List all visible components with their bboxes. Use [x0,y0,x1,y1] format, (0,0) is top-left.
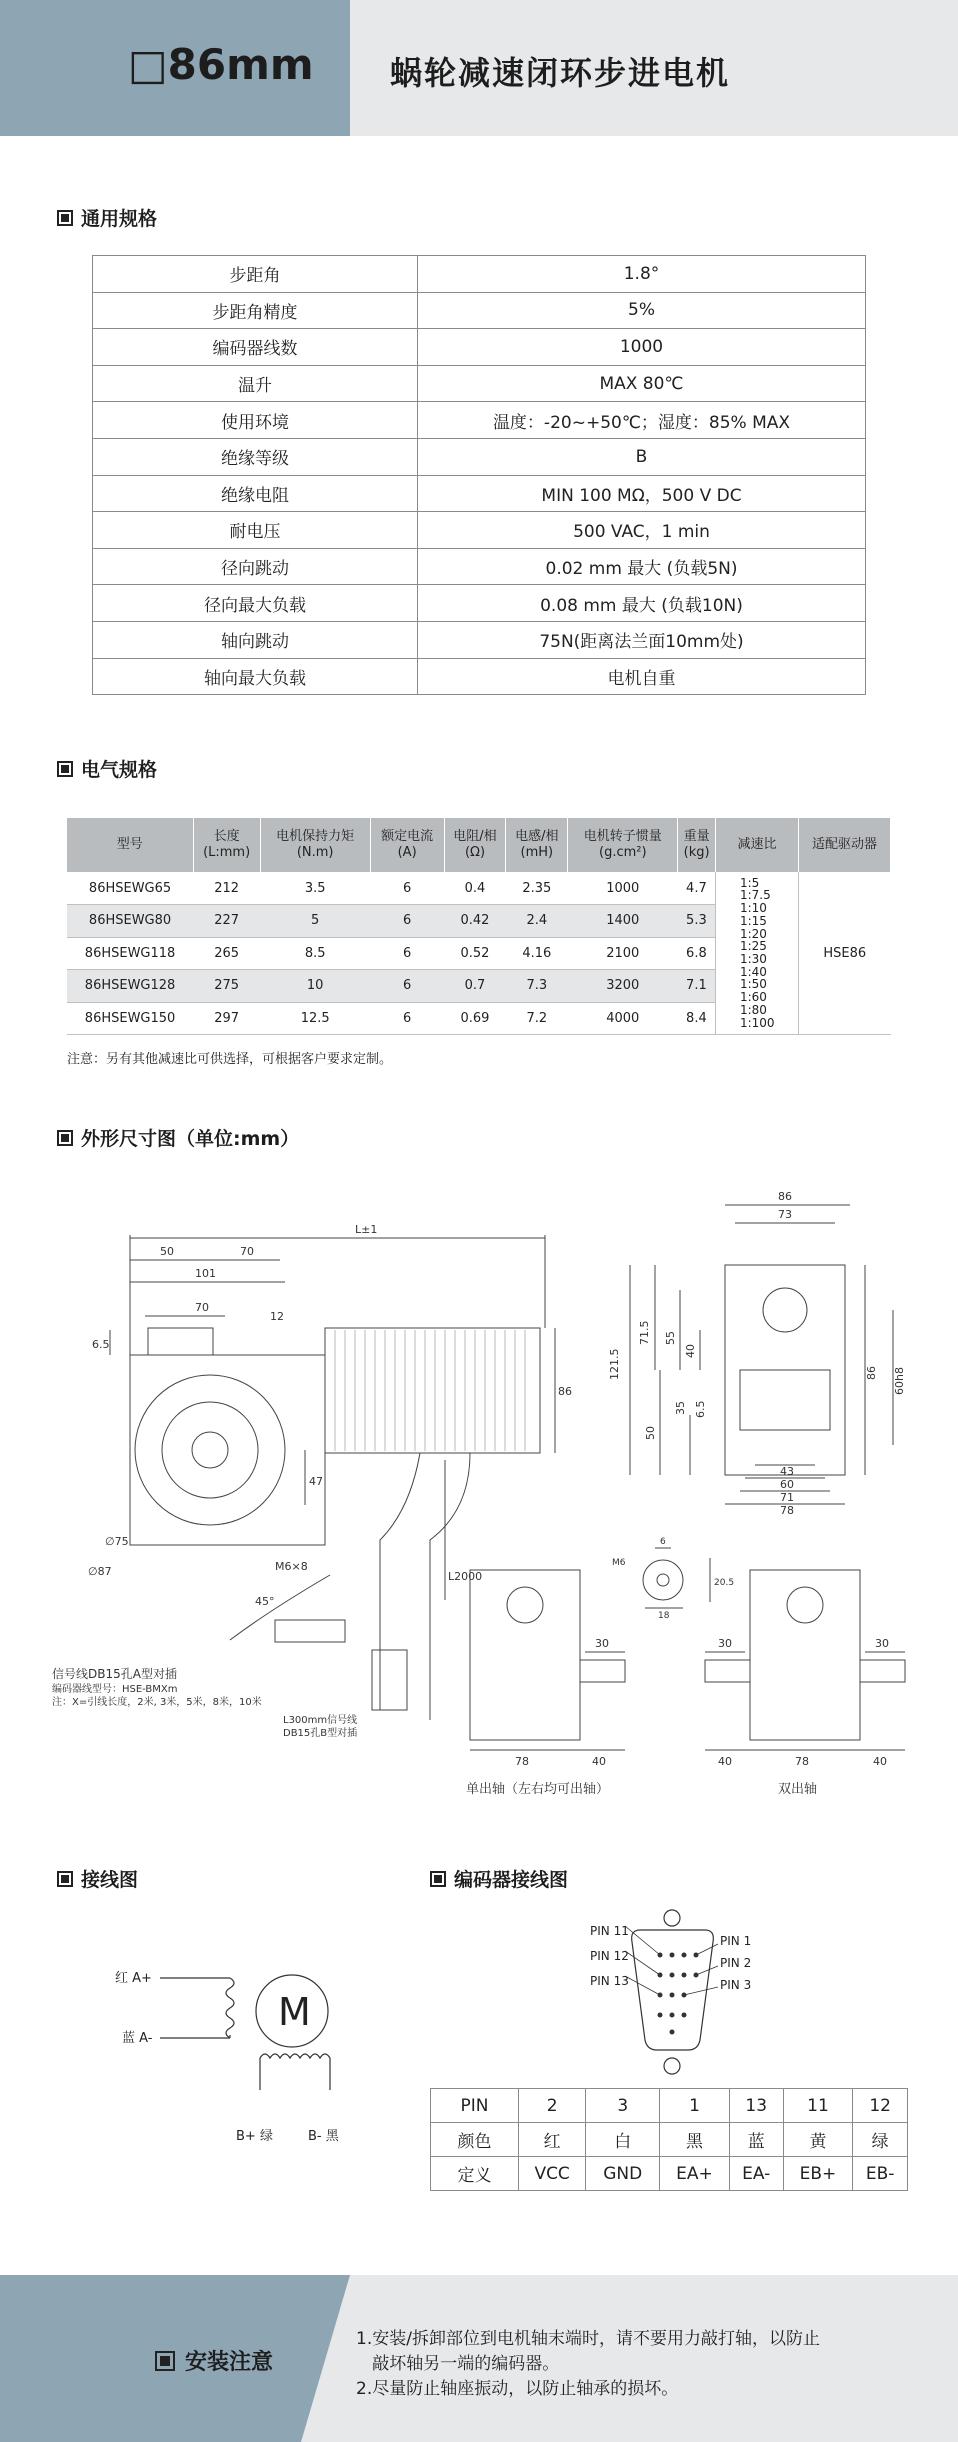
column-header: 减速比 [715,818,798,872]
dim-l2000: L2000 [448,1570,483,1583]
front-w73: 73 [778,1208,792,1221]
motor-cable [380,1453,420,1710]
spec-label: 径向跳动 [93,548,418,585]
coil-a [226,1978,234,2038]
double-shaft-stub-left [705,1660,750,1682]
table-cell: 13 [729,2089,783,2123]
section-wiring-label: 接线图 [81,1869,139,1891]
table-cell: 6 [370,872,444,905]
general-spec-table [92,255,866,695]
product-title: 蜗轮减速闭环步进电机 [390,54,731,92]
spec-label: 绝缘等级 [93,438,418,475]
double-d40b: 40 [873,1755,887,1768]
table-cell: 2100 [568,937,678,970]
pin-label: PIN 11 [590,1924,629,1938]
dim-70a: 70 [240,1245,254,1258]
spec-value: 电机自重 [418,658,866,695]
key-m6: M6 [612,1558,626,1568]
spec-label: 绝缘电阻 [93,475,418,512]
table-cell: 2 [519,2089,586,2123]
table-cell: 0.69 [444,1002,506,1035]
spec-row [93,585,866,622]
table-cell: 12 [853,2089,908,2123]
column-header: 重量 (kg) [678,818,716,872]
column-header: 电感/相 (mH) [506,818,568,872]
spec-value: 0.08 mm 最大 (负载10N) [418,585,866,622]
table-cell: GND [586,2157,660,2191]
single-d30: 30 [595,1637,609,1650]
spec-value: 1000 [418,329,866,366]
driver-cell: HSE86 [798,872,890,1035]
section-general [57,204,157,231]
front-h60h8: 60h8 [893,1367,906,1395]
dim-70b: 70 [195,1301,209,1314]
table-cell: 6.8 [678,937,716,970]
dim-m6x8: M6×8 [275,1560,308,1573]
spec-label: 编码器线数 [93,329,418,366]
double-shaft-bore [787,1587,823,1623]
table-cell: 4.7 [678,872,716,905]
gear-inner-circle [162,1402,258,1498]
front-h86: 86 [865,1366,878,1380]
pin-label: PIN 12 [590,1949,629,1963]
section-encoder-wiring [430,1865,568,1892]
dim-12: 12 [270,1310,284,1323]
dim-75: ∅75 [105,1535,129,1548]
dim-101: 101 [195,1267,216,1280]
dimension-drawing [0,1180,958,1820]
encoder-pin-table [430,2088,908,2191]
double-shaft-caption: 双出轴 [778,1782,818,1797]
single-shaft-caption: 单出轴（左右均可出轴） [466,1782,610,1797]
double-d30a: 30 [718,1637,732,1650]
spec-row [93,256,866,293]
table-cell: 86HSEWG118 [67,937,193,970]
front-view-flange [740,1370,830,1430]
table-cell: 1400 [568,905,678,938]
table-cell: 颜色 [431,2123,519,2157]
table-row [431,2123,908,2157]
section-electrical-label: 电气规格 [81,759,158,781]
table-cell: 6 [370,970,444,1003]
table-cell: 3200 [568,970,678,1003]
table-cell: 86HSEWG128 [67,970,193,1003]
electrical-header-row [67,818,891,872]
front-h35: 35 [674,1401,687,1415]
table-cell: 10 [260,970,370,1003]
model-title: □86mm [128,40,314,89]
install-note-line: 1.安装/拆卸部位到电机轴末端时，请不要用力敲打轴，以防止 [356,2329,820,2349]
spec-value: 500 VAC，1 min [418,512,866,549]
electrical-spec-table [67,818,891,1035]
motor-letter: M [278,1990,311,2034]
gear-flange-circle [135,1375,285,1525]
spec-value: 温度：-20~+50℃；湿度：85% MAX [418,402,866,439]
table-cell: 0.4 [444,872,506,905]
column-header: 长度 (L:mm) [193,818,260,872]
db15-connector-b [372,1650,407,1710]
page-header [0,0,958,136]
front-w78: 78 [780,1504,794,1517]
spec-row [93,548,866,585]
front-h121-5: 121.5 [608,1348,621,1380]
table-row [67,872,891,905]
front-h50: 50 [644,1426,657,1440]
table-cell: EA- [729,2157,783,2191]
table-cell: 1 [660,2089,730,2123]
table-cell: 11 [783,2089,853,2123]
key-w18: 18 [658,1611,670,1621]
front-h40: 40 [684,1344,697,1358]
square-bullet-icon [155,2351,175,2371]
spec-row [93,475,866,512]
square-bullet-icon [57,210,73,226]
single-shaft-body [470,1570,580,1740]
front-h71-5: 71.5 [638,1320,651,1345]
cable-note-1: 信号线DB15孔A型对插 [52,1667,177,1681]
signal-cable [230,1575,330,1640]
table-cell: 8.5 [260,937,370,970]
table-cell: 5 [260,905,370,938]
table-cell: EB+ [783,2157,853,2191]
table-cell: 黄 [783,2123,853,2157]
dim-l: L±1 [355,1223,378,1236]
table-cell: 4.16 [506,937,568,970]
table-row [431,2089,908,2123]
db15-screw-bottom [664,2058,680,2074]
section-encoder-wiring-label: 编码器接线图 [454,1869,569,1891]
column-header: 额定电流 (A) [370,818,444,872]
key-h20-5: 20.5 [714,1578,735,1588]
spec-value: MAX 80℃ [418,365,866,402]
table-cell: 6 [370,937,444,970]
spec-row [93,365,866,402]
pin-label: PIN 2 [720,1956,752,1970]
key-detail-circle [643,1560,683,1600]
spec-row [93,621,866,658]
single-shaft-bore [507,1587,543,1623]
spec-label: 轴向最大负载 [93,658,418,695]
front-w60: 60 [780,1478,794,1491]
spec-row [93,292,866,329]
db15-screw-top [664,1910,680,1926]
table-cell: 白 [586,2123,660,2157]
dim-47: 47 [309,1475,323,1488]
wire-a-plus: 红 A+ [115,1971,152,1986]
table-cell: EA+ [660,2157,730,2191]
install-note-line: 敲坏轴另一端的编码器。 [356,2354,560,2374]
dim-6-5: 6.5 [92,1338,110,1351]
table-cell: 86HSEWG65 [67,872,193,905]
wire-a-minus: 蓝 A- [122,2031,153,2046]
double-shaft-body [750,1570,860,1740]
front-w71: 71 [780,1491,794,1504]
table-cell: VCC [519,2157,586,2191]
front-view-bore [763,1288,807,1332]
spec-label: 步距角 [93,256,418,293]
table-cell: PIN [431,2089,519,2123]
spec-value: 0.02 mm 最大 (负载5N) [418,548,866,585]
table-cell: 6 [370,1002,444,1035]
front-h55: 55 [664,1331,677,1345]
table-cell: 8.4 [678,1002,716,1035]
table-cell: 86HSEWG80 [67,905,193,938]
square-bullet-icon [57,1871,73,1887]
table-cell: 7.1 [678,970,716,1003]
front-h6-5: 6.5 [694,1400,707,1418]
table-cell: 2.35 [506,872,568,905]
table-cell: 86HSEWG150 [67,1002,193,1035]
cable-note-4: L300mm信号线 [283,1715,358,1726]
spec-row [93,512,866,549]
coil-b [260,2054,330,2058]
square-bullet-icon [57,1130,73,1146]
pin-label: PIN 1 [720,1934,752,1948]
table-cell: EB- [853,2157,908,2191]
dim-45deg: 45° [255,1595,275,1608]
wire-b-plus: B+ 绿 [236,2129,273,2144]
table-cell: 7.3 [506,970,568,1003]
table-cell: 6 [370,905,444,938]
column-header: 适配驱动器 [798,818,890,872]
column-header: 电阻/相 (Ω) [444,818,506,872]
encoder-cable [430,1453,470,1720]
table-cell: 0.42 [444,905,506,938]
table-row [431,2157,908,2191]
table-cell: 3 [586,2089,660,2123]
ratio-list: 1:5 1:7.5 1:10 1:15 1:20 1:25 1:30 1:40 1:50 1:60 1:80 1:100 [715,872,798,1035]
pin-label: PIN 3 [720,1978,752,1992]
gearbox-top [148,1328,213,1355]
section-dimensions [57,1124,299,1151]
table-cell: 3.5 [260,872,370,905]
column-header: 型号 [67,818,193,872]
double-d30b: 30 [875,1637,889,1650]
section-general-label: 通用规格 [81,208,158,230]
table-cell: 1000 [568,872,678,905]
spec-label: 步距角精度 [93,292,418,329]
square-bullet-icon [57,761,73,777]
table-cell: 227 [193,905,260,938]
motor-body [325,1328,540,1453]
key-w6: 6 [660,1537,666,1547]
encoder-pins-right [720,1930,751,1996]
spec-row [93,329,866,366]
pin-label: PIN 13 [590,1974,629,1988]
install-notes [356,2327,820,2402]
table-cell: 275 [193,970,260,1003]
spec-label: 耐电压 [93,512,418,549]
double-d40a: 40 [718,1755,732,1768]
gear-bore-circle [192,1432,228,1468]
spec-value: B [418,438,866,475]
spec-label: 使用环境 [93,402,418,439]
section-electrical [57,755,157,782]
encoder-pins-left [590,1919,629,1994]
double-shaft-stub-right [860,1660,905,1682]
spec-row [93,438,866,475]
column-header: 电机转子惯量 (g.cm²) [568,818,678,872]
install-title [155,2345,273,2376]
wiring-diagrams [0,1900,958,2090]
spec-row [93,658,866,695]
install-title-label: 安装注意 [185,2350,274,2375]
table-cell: 红 [519,2123,586,2157]
square-bullet-icon [430,1871,446,1887]
front-w43: 43 [780,1465,794,1478]
spec-value: 5% [418,292,866,329]
install-notes-banner [0,2275,958,2442]
spec-value: 75N(距离法兰面10mm处) [418,621,866,658]
section-dimensions-label: 外形尺寸图（单位:mm） [81,1128,300,1150]
dim-87: ∅87 [88,1565,112,1578]
single-d78: 78 [515,1755,529,1768]
dim-50: 50 [160,1245,174,1258]
table-cell: 12.5 [260,1002,370,1035]
spec-label: 径向最大负载 [93,585,418,622]
cable-note-5: DB15孔B型对插 [283,1728,358,1739]
db15-connector-a [275,1620,345,1642]
spec-label: 温升 [93,365,418,402]
dim-86: 86 [558,1385,572,1398]
electrical-note: 注意：另有其他减速比可供选择，可根据客户要求定制。 [67,1052,393,1067]
section-wiring [57,1865,138,1892]
install-note-line: 2.尽量防止轴座振动，以防止轴承的损坏。 [356,2379,679,2399]
double-d78: 78 [795,1755,809,1768]
cable-note-3: 注：X=引线长度，2米, 3米，5米，8米，10米 [52,1697,262,1708]
table-cell: 绿 [853,2123,908,2157]
table-cell: 黑 [660,2123,730,2157]
table-cell: 7.2 [506,1002,568,1035]
table-cell: 定义 [431,2157,519,2191]
cable-note-2: 编码器线型号：HSE-BMXm [52,1684,178,1695]
table-cell: 212 [193,872,260,905]
spec-value: MIN 100 MΩ，500 V DC [418,475,866,512]
single-d40: 40 [592,1755,606,1768]
table-cell: 4000 [568,1002,678,1035]
table-cell: 297 [193,1002,260,1035]
table-cell: 5.3 [678,905,716,938]
key-detail-hole [657,1574,669,1586]
table-cell: 0.7 [444,970,506,1003]
single-shaft-stub [580,1660,625,1682]
table-cell: 蓝 [729,2123,783,2157]
table-cell: 0.52 [444,937,506,970]
column-header: 电机保持力矩 (N.m) [260,818,370,872]
front-w86: 86 [778,1190,792,1203]
spec-value: 1.8° [418,256,866,293]
table-cell: 2.4 [506,905,568,938]
table-cell: 265 [193,937,260,970]
spec-row [93,402,866,439]
spec-label: 轴向跳动 [93,621,418,658]
wire-b-minus: B- 黑 [308,2129,339,2144]
